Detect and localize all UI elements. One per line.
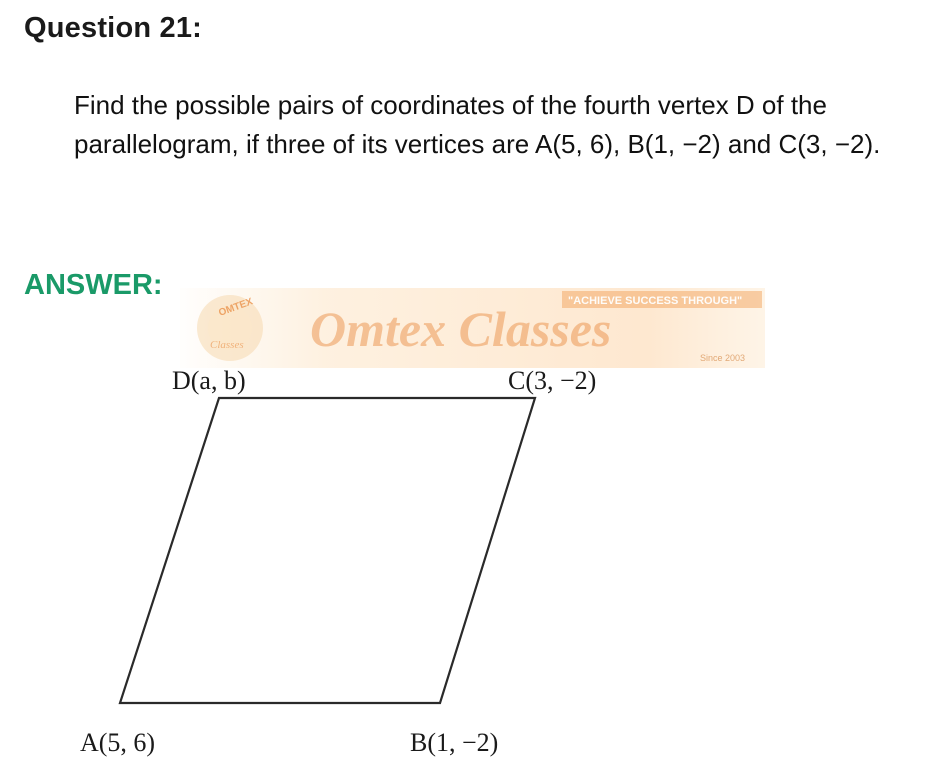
watermark-brand: Omtex Classes: [310, 301, 612, 357]
vertex-label-c: C(3, −2): [508, 366, 597, 395]
vertex-label-d: D(a, b): [172, 366, 246, 395]
vertex-label-b: B(1, −2): [410, 728, 499, 757]
watermark-badge-top: OMTEX: [217, 296, 255, 319]
watermark-since: Since 2003: [700, 353, 746, 363]
vertex-label-a: A(5, 6): [80, 728, 156, 757]
watermark-tagline: "ACHIEVE SUCCESS THROUGH": [568, 295, 743, 307]
watermark-badge-bottom: Classes: [210, 339, 244, 351]
parallelogram-figure: [60, 355, 680, 772]
question-title: Question 21:: [24, 12, 203, 44]
question-text: Find the possible pairs of coordinates of the fourth vertex D of the parallelogram, if three of its vertices are A(5, 6), B(1, −2) and C(3, −2).: [74, 90, 881, 159]
parallelogram-shape: [120, 398, 535, 703]
answer-label: ANSWER:: [24, 269, 163, 301]
